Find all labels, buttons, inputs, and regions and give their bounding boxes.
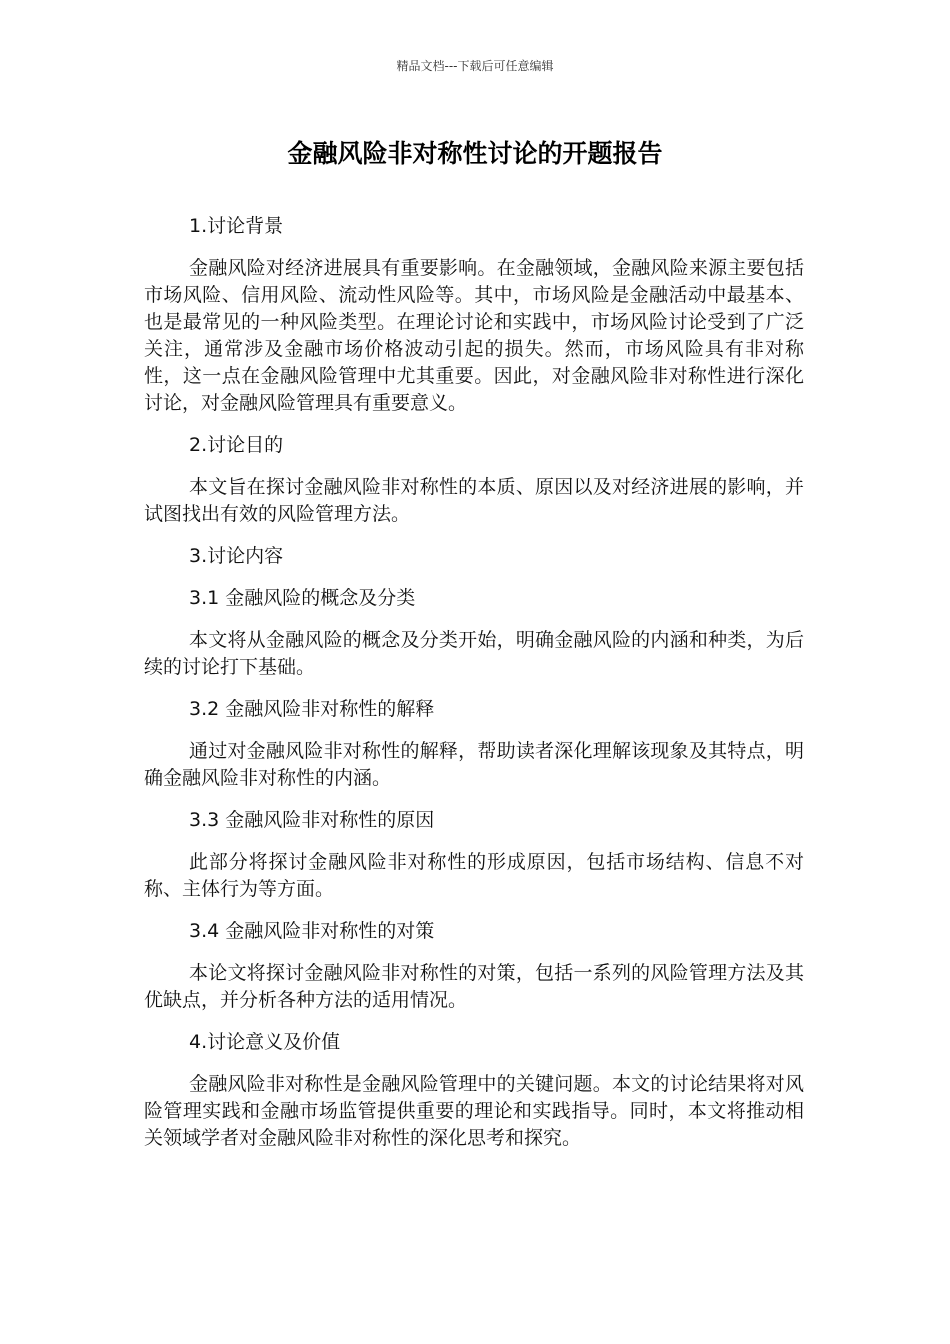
subsection-paragraph-causes: 此部分将探讨金融风险非对称性的形成原因，包括市场结构、信息不对称、主体行为等方面。 [144,851,804,900]
section-paragraph-purpose: 本文旨在探讨金融风险非对称性的本质、原因以及对经济进展的影响，并试图找出有效的风险管理方法。 [144,476,804,525]
section-heading-background: 1.讨论背景 [189,215,284,237]
subsection-heading-countermeasures: 3.4 金融风险非对称性的对策 [189,920,435,942]
section-heading-significance: 4.讨论意义及价值 [189,1031,341,1053]
subsection-heading-causes: 3.3 金融风险非对称性的原因 [189,809,435,831]
section-heading-content: 3.讨论内容 [189,545,284,567]
section-paragraph-background: 金融风险对经济进展具有重要影响。在金融领域，金融风险来源主要包括市场风险、信用风险、流动性风险等。其中，市场风险是金融活动中最基本、也是最常见的一种风险类型。在理论讨论和实践中，市场风险讨论受到了广泛关注，通常涉及金融市场价格波动引起的损失。然而，市场风险具有非对称性，这一点在金融风险管理中尤其重要。因此，对金融风险非对称性进行深化讨论，对金融风险管理具有重要意义。 [144,257,804,414]
page-header: 精品文档---下载后可任意编辑 [396,59,554,73]
document-title: 金融风险非对称性讨论的开题报告 [287,139,663,168]
subsection-heading-explanation: 3.2 金融风险非对称性的解释 [189,698,435,720]
subsection-paragraph-explanation: 通过对金融风险非对称性的解释，帮助读者深化理解该现象及其特点，明确金融风险非对称性的内涵。 [144,740,804,789]
subsection-paragraph-concept: 本文将从金融风险的概念及分类开始，明确金融风险的内涵和种类，为后续的讨论打下基础。 [144,629,804,678]
section-heading-purpose: 2.讨论目的 [189,434,284,456]
document-body [144,213,804,1167]
section-paragraph-significance: 金融风险非对称性是金融风险管理中的关键问题。本文的讨论结果将对风险管理实践和金融市场监管提供重要的理论和实践指导。同时，本文将推动相关领域学者对金融风险非对称性的深化思考和探究。 [144,1073,804,1149]
subsection-heading-concept: 3.1 金融风险的概念及分类 [189,587,416,609]
subsection-paragraph-countermeasures: 本论文将探讨金融风险非对称性的对策，包括一系列的风险管理方法及其优缺点，并分析各种方法的适用情况。 [144,962,804,1011]
